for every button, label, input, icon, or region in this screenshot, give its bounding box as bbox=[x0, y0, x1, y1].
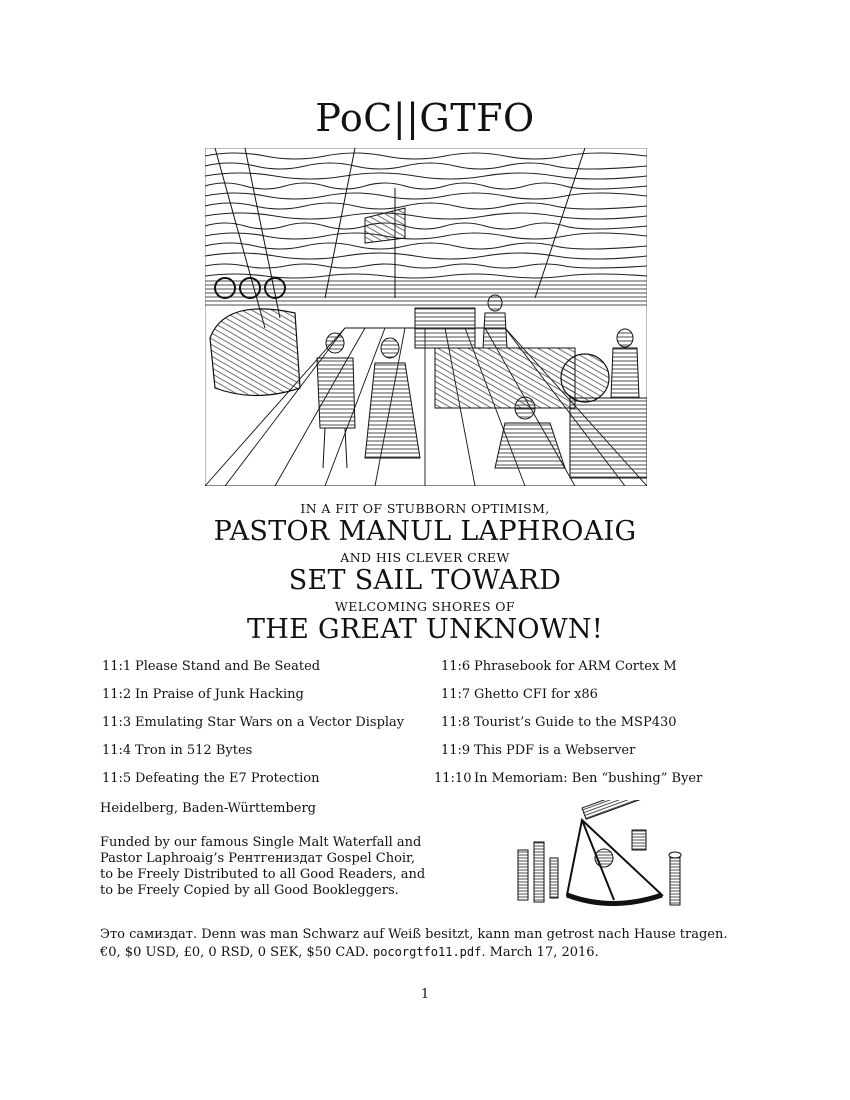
toc-title: Ghetto CFI for x86 bbox=[474, 687, 598, 702]
page-title: PoC||GTFO bbox=[315, 96, 535, 140]
sextant-icon bbox=[512, 800, 690, 910]
banner-line-5: WELCOMING SHORES OF bbox=[334, 599, 516, 614]
location-text: Heidelberg, Baden-Württemberg bbox=[100, 801, 316, 816]
toc-number: 11:6 bbox=[441, 659, 471, 674]
toc-item bbox=[102, 715, 404, 730]
funded-line: Funded by our famous Single Malt Waterfall and bbox=[100, 835, 422, 850]
banner-line-2: PASTOR MANUL LAPHROAIG bbox=[213, 516, 637, 547]
toc-title: In Praise of Junk Hacking bbox=[135, 687, 304, 702]
filename: pocorgtfo11.pdf bbox=[372, 945, 482, 959]
ship-deck-engraving-icon bbox=[205, 148, 647, 486]
page-number: 1 bbox=[420, 987, 430, 1002]
toc-title: Tron in 512 Bytes bbox=[135, 743, 253, 758]
footer-line-2 bbox=[100, 944, 800, 961]
toc-title: In Memoriam: Ben “bushing” Byer bbox=[474, 771, 703, 786]
funded-line: to be Freely Copied by all Good Bookleggers. bbox=[100, 883, 399, 898]
toc-number: 11:3 bbox=[102, 715, 132, 730]
toc-item bbox=[441, 743, 635, 758]
toc-item bbox=[441, 659, 677, 674]
toc-title: This PDF is a Webserver bbox=[474, 743, 636, 758]
banner-line-1: IN A FIT OF STUBBORN OPTIMISM, bbox=[300, 501, 550, 516]
toc-title: Phrasebook for ARM Cortex M bbox=[474, 659, 677, 674]
toc-item bbox=[102, 659, 320, 674]
toc-title: Emulating Star Wars on a Vector Display bbox=[135, 715, 405, 730]
banner-line-6: THE GREAT UNKNOWN! bbox=[246, 614, 603, 645]
toc-number: 11:2 bbox=[102, 687, 132, 702]
sextant-illustration bbox=[512, 800, 690, 910]
toc-number: 11:10 bbox=[434, 771, 472, 786]
issue-date: . March 17, 2016. bbox=[481, 945, 599, 960]
price-list: €0, $0 USD, £0, 0 RSD, 0 SEK, $50 CAD. bbox=[100, 945, 369, 960]
toc-number: 11:8 bbox=[441, 715, 471, 730]
toc-title: Please Stand and Be Seated bbox=[135, 659, 321, 674]
banner-line-4: SET SAIL TOWARD bbox=[288, 565, 562, 596]
funded-line: to be Freely Distributed to all Good Readers, and bbox=[100, 867, 426, 882]
toc-item bbox=[441, 687, 598, 702]
toc-item bbox=[434, 771, 702, 786]
toc-item bbox=[102, 743, 252, 758]
toc-title: Tourist’s Guide to the MSP430 bbox=[474, 715, 677, 730]
toc-number: 11:5 bbox=[102, 771, 132, 786]
funded-line: Pastor Laphroaig’s Рентгениздат Gospel Choir, bbox=[100, 851, 415, 866]
toc-number: 11:1 bbox=[102, 659, 132, 674]
toc-number: 11:4 bbox=[102, 743, 132, 758]
funded-paragraph bbox=[100, 835, 425, 899]
toc-item bbox=[102, 771, 319, 786]
toc-item bbox=[102, 687, 304, 702]
toc-title: Defeating the E7 Protection bbox=[135, 771, 320, 786]
toc-number: 11:7 bbox=[441, 687, 471, 702]
banner-line-3: AND HIS CLEVER CREW bbox=[340, 550, 510, 565]
toc-number: 11:9 bbox=[441, 743, 471, 758]
footer-line-1: Это самиздат. Denn was man Schwarz auf Weiß besitzt, kann man getrost nach Hause tragen. bbox=[100, 927, 728, 942]
cover-illustration bbox=[205, 148, 647, 486]
toc-item bbox=[441, 715, 677, 730]
